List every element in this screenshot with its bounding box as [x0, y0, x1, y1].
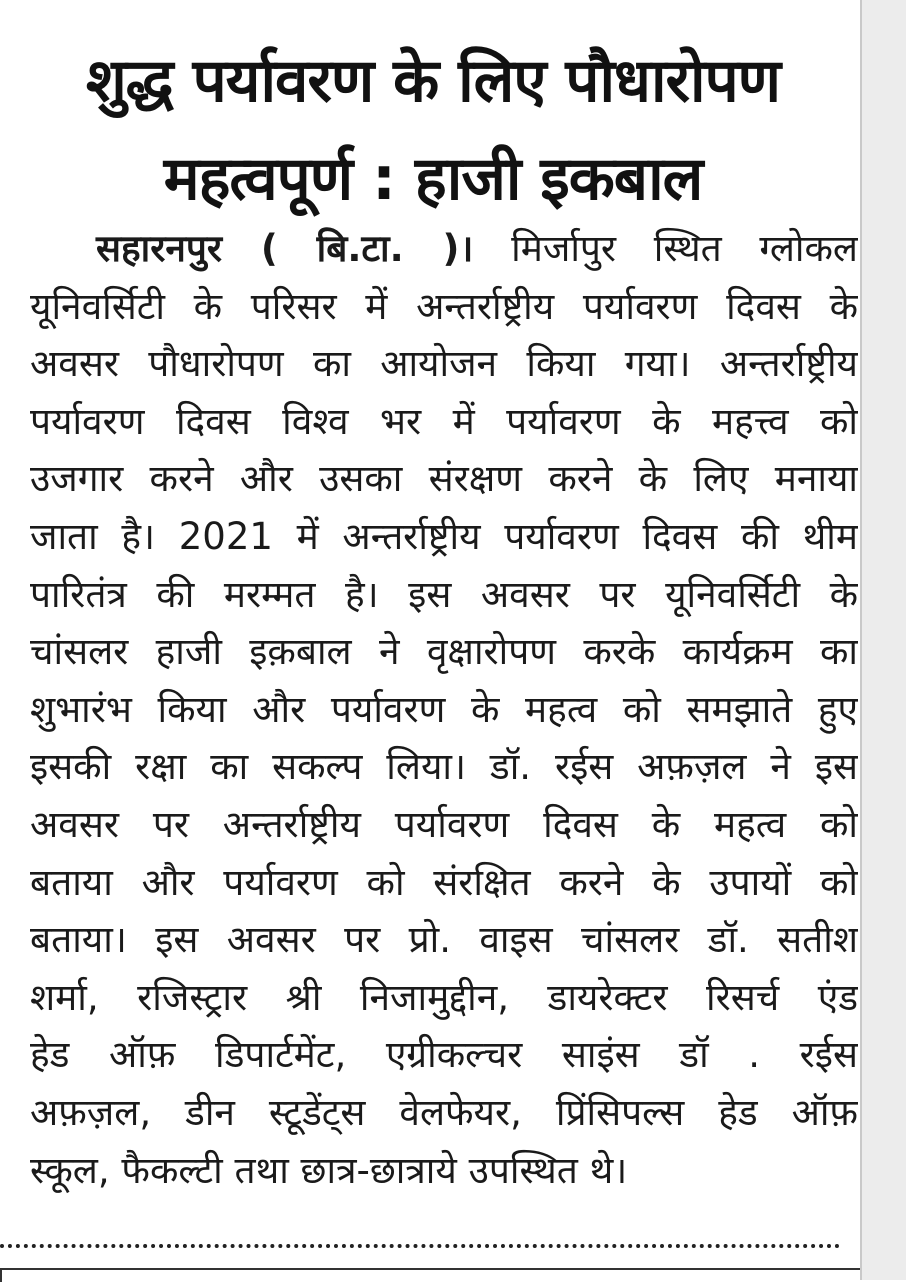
article-line-10: इसकी रक्षा का सकल्प लिया। डॉ. रईस अफ़ज़ल ने इस — [30, 745, 858, 789]
article-line-2: यूनिवर्सिटी के परिसर में अन्तर्राष्ट्रीय पर्यावरण दिवस के — [30, 284, 858, 328]
article-line-17: स्कूल, फैकल्टी तथा छात्र-छात्राये उपस्थित थे। — [30, 1148, 628, 1192]
article-line-16: अफ़ज़ल, डीन स्टूडेंट्स वेलफेयर, प्रिंसिपल्स हेड ऑफ़ — [30, 1090, 858, 1134]
article-line-3: अवसर पौधारोपण का आयोजन किया गया। अन्तर्राष्ट्रीय — [30, 342, 858, 386]
dotted-divider — [0, 1244, 840, 1248]
article-line-9: शुभारंभ किया और पर्यावरण के महत्व को समझाते हुए — [30, 687, 858, 731]
headline-line-1: शुद्ध पर्यावरण के लिए पौधारोपण — [85, 46, 781, 116]
article-line-1 — [30, 220, 858, 278]
article-line-11: अवसर पर अन्तर्राष्ट्रीय पर्यावरण दिवस के महत्व को — [30, 802, 858, 846]
headline-line-2: महत्वपूर्ण : हाजी इकबाल — [163, 144, 703, 214]
page-edge-strip — [860, 0, 906, 1280]
article-line-7: पारितंत्र की मरम्मत है। इस अवसर पर यूनिवर्सिटी के — [30, 572, 858, 616]
article-line-4: पर्यावरण दिवस विश्व भर में पर्यावरण के महत्त्व को — [30, 399, 858, 443]
article-line-1-text: मिर्जापुर स्थित ग्लोकल — [511, 227, 858, 270]
article-line-6: जाता है। 2021 में अन्तर्राष्ट्रीय पर्यावरण दिवस की थीम — [30, 514, 858, 558]
article-line-12: बताया और पर्यावरण को संरक्षित करने के उपायों को — [30, 860, 858, 904]
article-line-15: हेड ऑफ़ डिपार्टमेंट, एग्रीकल्चर साइंस डॉ . रईस — [30, 1033, 858, 1077]
article-line-13: बताया। इस अवसर पर प्रो. वाइस चांसलर डॉ. सतीश — [30, 918, 858, 962]
article-line-14: शर्मा, रजिस्ट्रार श्री निजामुद्दीन, डायरेक्टर रिसर्च एंड — [30, 975, 858, 1019]
article-line-8: चांसलर हाजी इक़बाल ने वृक्षारोपण करके कार्यक्रम का — [30, 630, 858, 674]
article-body — [30, 220, 858, 1199]
dateline: सहारनपुर ( बि.टा. )। — [96, 227, 474, 270]
article-line-5: उजगार करने और उसका संरक्षण करने के लिए मनाया — [30, 457, 858, 501]
